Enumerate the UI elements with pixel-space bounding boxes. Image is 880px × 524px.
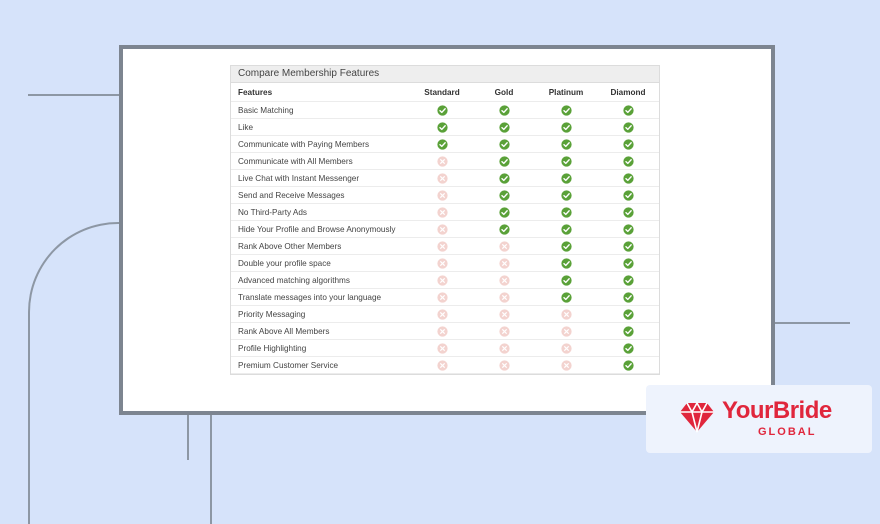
cell-gold bbox=[473, 102, 535, 119]
check-icon bbox=[623, 326, 634, 337]
table-row bbox=[231, 119, 659, 136]
check-icon bbox=[623, 258, 634, 269]
cell-platinum bbox=[535, 306, 597, 323]
column-header-gold: Gold bbox=[473, 83, 535, 102]
cell-diamond bbox=[597, 204, 659, 221]
comparison-title: Compare Membership Features bbox=[231, 66, 659, 83]
cell-standard bbox=[411, 289, 473, 306]
cell-gold bbox=[473, 306, 535, 323]
feature-name: Double your profile space bbox=[231, 255, 411, 272]
cell-platinum bbox=[535, 119, 597, 136]
table-row bbox=[231, 238, 659, 255]
table-row bbox=[231, 221, 659, 238]
check-icon bbox=[499, 207, 510, 218]
column-header-features: Features bbox=[231, 83, 411, 102]
cross-icon bbox=[437, 360, 448, 371]
check-icon bbox=[561, 241, 572, 252]
column-header-diamond: Diamond bbox=[597, 83, 659, 102]
cell-platinum bbox=[535, 255, 597, 272]
table-row bbox=[231, 289, 659, 306]
cell-gold bbox=[473, 221, 535, 238]
check-icon bbox=[623, 275, 634, 286]
cross-icon bbox=[561, 326, 572, 337]
check-icon bbox=[623, 360, 634, 371]
cross-icon bbox=[499, 258, 510, 269]
cell-diamond bbox=[597, 119, 659, 136]
cell-standard bbox=[411, 187, 473, 204]
cell-gold bbox=[473, 170, 535, 187]
cell-standard bbox=[411, 170, 473, 187]
table-row bbox=[231, 102, 659, 119]
cross-icon bbox=[437, 156, 448, 167]
cell-standard bbox=[411, 340, 473, 357]
check-icon bbox=[623, 156, 634, 167]
diamond-icon bbox=[679, 401, 715, 433]
cell-platinum bbox=[535, 289, 597, 306]
cell-standard bbox=[411, 272, 473, 289]
check-icon bbox=[561, 292, 572, 303]
cell-diamond bbox=[597, 323, 659, 340]
check-icon bbox=[623, 190, 634, 201]
check-icon bbox=[561, 139, 572, 150]
table-row bbox=[231, 187, 659, 204]
check-icon bbox=[561, 207, 572, 218]
check-icon bbox=[623, 139, 634, 150]
check-icon bbox=[561, 190, 572, 201]
cell-gold bbox=[473, 323, 535, 340]
cross-icon bbox=[437, 241, 448, 252]
cross-icon bbox=[437, 292, 448, 303]
cell-standard bbox=[411, 255, 473, 272]
feature-name: No Third-Party Ads bbox=[231, 204, 411, 221]
column-header-row bbox=[231, 83, 659, 102]
brand-subtitle: GLOBAL bbox=[758, 426, 817, 438]
cell-diamond bbox=[597, 170, 659, 187]
check-icon bbox=[561, 105, 572, 116]
cell-gold bbox=[473, 119, 535, 136]
cell-platinum bbox=[535, 204, 597, 221]
feature-name: Hide Your Profile and Browse Anonymously bbox=[231, 221, 411, 238]
cell-standard bbox=[411, 204, 473, 221]
check-icon bbox=[499, 173, 510, 184]
feature-name: Priority Messaging bbox=[231, 306, 411, 323]
cross-icon bbox=[499, 292, 510, 303]
cell-diamond bbox=[597, 289, 659, 306]
check-icon bbox=[623, 105, 634, 116]
table-row bbox=[231, 323, 659, 340]
check-icon bbox=[623, 343, 634, 354]
cross-icon bbox=[437, 207, 448, 218]
cross-icon bbox=[561, 343, 572, 354]
cell-platinum bbox=[535, 170, 597, 187]
check-icon bbox=[499, 105, 510, 116]
feature-name: Like bbox=[231, 119, 411, 136]
cross-icon bbox=[437, 224, 448, 235]
table-row bbox=[231, 306, 659, 323]
table-row bbox=[231, 357, 659, 374]
cell-standard bbox=[411, 221, 473, 238]
check-icon bbox=[499, 122, 510, 133]
table-row bbox=[231, 170, 659, 187]
cross-icon bbox=[561, 309, 572, 320]
cell-diamond bbox=[597, 238, 659, 255]
cell-diamond bbox=[597, 102, 659, 119]
cell-gold bbox=[473, 357, 535, 374]
cell-gold bbox=[473, 204, 535, 221]
cross-icon bbox=[437, 275, 448, 286]
cell-gold bbox=[473, 187, 535, 204]
check-icon bbox=[561, 275, 572, 286]
cross-icon bbox=[561, 360, 572, 371]
check-icon bbox=[499, 224, 510, 235]
cell-standard bbox=[411, 153, 473, 170]
check-icon bbox=[623, 292, 634, 303]
cell-diamond bbox=[597, 340, 659, 357]
cross-icon bbox=[499, 309, 510, 320]
check-icon bbox=[561, 258, 572, 269]
feature-name: Communicate with All Members bbox=[231, 153, 411, 170]
brand-name: YourBride bbox=[722, 397, 832, 424]
cell-platinum bbox=[535, 221, 597, 238]
check-icon bbox=[437, 122, 448, 133]
cell-platinum bbox=[535, 272, 597, 289]
cell-gold bbox=[473, 340, 535, 357]
cell-standard bbox=[411, 357, 473, 374]
cell-standard bbox=[411, 119, 473, 136]
feature-name: Live Chat with Instant Messenger bbox=[231, 170, 411, 187]
cell-standard bbox=[411, 238, 473, 255]
cell-gold bbox=[473, 136, 535, 153]
cross-icon bbox=[499, 360, 510, 371]
cell-diamond bbox=[597, 306, 659, 323]
cross-icon bbox=[437, 343, 448, 354]
check-icon bbox=[437, 105, 448, 116]
cell-diamond bbox=[597, 255, 659, 272]
check-icon bbox=[499, 190, 510, 201]
check-icon bbox=[437, 139, 448, 150]
feature-name: Profile Highlighting bbox=[231, 340, 411, 357]
cell-standard bbox=[411, 136, 473, 153]
check-icon bbox=[623, 207, 634, 218]
cell-gold bbox=[473, 255, 535, 272]
table-row bbox=[231, 204, 659, 221]
cell-diamond bbox=[597, 357, 659, 374]
feature-name: Rank Above Other Members bbox=[231, 238, 411, 255]
check-icon bbox=[623, 173, 634, 184]
column-header-standard: Standard bbox=[411, 83, 473, 102]
decor-line bbox=[772, 322, 850, 324]
decor-line bbox=[28, 94, 123, 96]
cell-standard bbox=[411, 102, 473, 119]
cell-diamond bbox=[597, 221, 659, 238]
feature-name: Communicate with Paying Members bbox=[231, 136, 411, 153]
check-icon bbox=[561, 122, 572, 133]
cell-gold bbox=[473, 238, 535, 255]
decor-line bbox=[187, 412, 189, 460]
check-icon bbox=[561, 173, 572, 184]
check-icon bbox=[499, 139, 510, 150]
check-icon bbox=[623, 309, 634, 320]
cross-icon bbox=[499, 241, 510, 252]
cell-gold bbox=[473, 153, 535, 170]
table-row bbox=[231, 255, 659, 272]
check-icon bbox=[499, 156, 510, 167]
cell-diamond bbox=[597, 187, 659, 204]
cell-platinum bbox=[535, 102, 597, 119]
feature-name: Rank Above All Members bbox=[231, 323, 411, 340]
feature-name: Send and Receive Messages bbox=[231, 187, 411, 204]
cell-diamond bbox=[597, 153, 659, 170]
table-row bbox=[231, 272, 659, 289]
cross-icon bbox=[437, 258, 448, 269]
cross-icon bbox=[437, 326, 448, 337]
brand-logo bbox=[646, 385, 872, 453]
check-icon bbox=[623, 241, 634, 252]
feature-name: Advanced matching algorithms bbox=[231, 272, 411, 289]
comparison-table bbox=[230, 65, 660, 375]
column-header-platinum: Platinum bbox=[535, 83, 597, 102]
cell-platinum bbox=[535, 187, 597, 204]
feature-name: Translate messages into your language bbox=[231, 289, 411, 306]
cell-standard bbox=[411, 323, 473, 340]
cross-icon bbox=[437, 190, 448, 201]
check-icon bbox=[561, 224, 572, 235]
cell-platinum bbox=[535, 340, 597, 357]
cell-platinum bbox=[535, 357, 597, 374]
table-row bbox=[231, 136, 659, 153]
screenshot-frame bbox=[119, 45, 775, 415]
check-icon bbox=[623, 122, 634, 133]
cell-diamond bbox=[597, 272, 659, 289]
feature-name: Premium Customer Service bbox=[231, 357, 411, 374]
cell-standard bbox=[411, 306, 473, 323]
check-icon bbox=[561, 156, 572, 167]
cross-icon bbox=[437, 173, 448, 184]
cell-diamond bbox=[597, 136, 659, 153]
cross-icon bbox=[437, 309, 448, 320]
check-icon bbox=[623, 224, 634, 235]
cell-platinum bbox=[535, 323, 597, 340]
cell-platinum bbox=[535, 238, 597, 255]
cell-gold bbox=[473, 272, 535, 289]
cross-icon bbox=[499, 275, 510, 286]
cell-platinum bbox=[535, 136, 597, 153]
feature-name: Basic Matching bbox=[231, 102, 411, 119]
cell-platinum bbox=[535, 153, 597, 170]
cross-icon bbox=[499, 343, 510, 354]
cross-icon bbox=[499, 326, 510, 337]
cell-gold bbox=[473, 289, 535, 306]
table-row bbox=[231, 340, 659, 357]
table-row bbox=[231, 153, 659, 170]
